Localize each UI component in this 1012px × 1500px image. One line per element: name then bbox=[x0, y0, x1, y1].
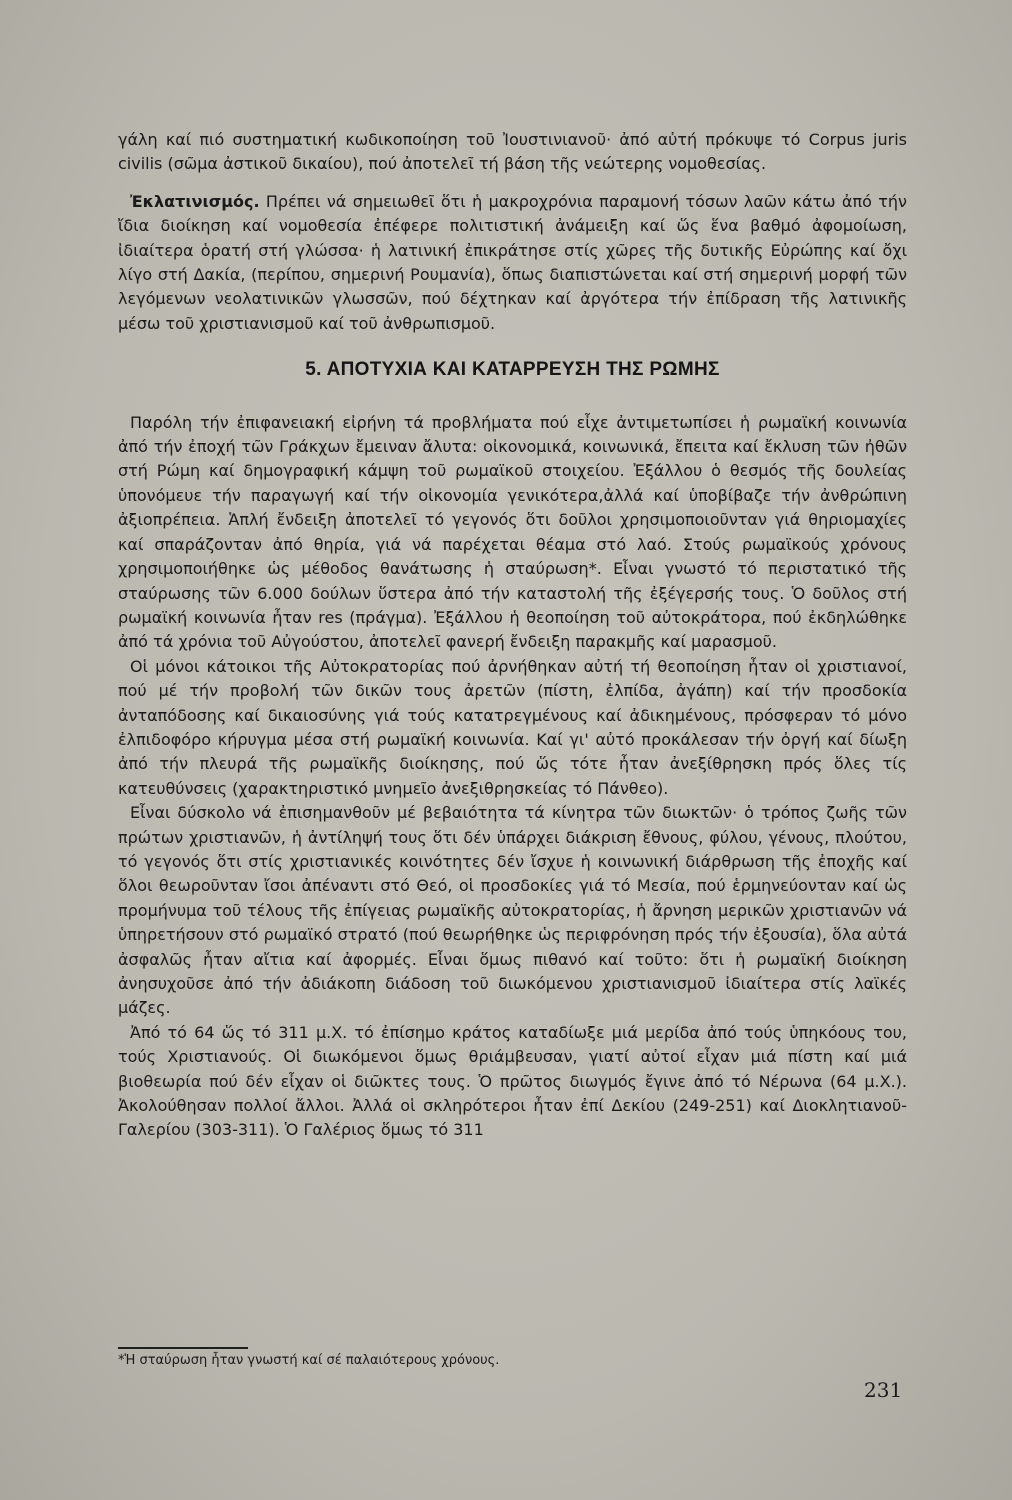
paragraph-continued: γάλη καί πιό συστηματική κωδικοποίηση τοῦ Ἰουστινιανοῦ· ἀπό αὐτή πρόκυψε τό Corpus juris civilis (σῶμα ἀστικοῦ δικαίου), πού ἀποτελεῖ τή βάση τῆς νεώτερης νομοθεσίας. bbox=[118, 130, 907, 174]
latinization-text: Πρέπει νά σημειωθεῖ ὅτι ἡ μακροχρόνια παραμονή τόσων λαῶν κάτω ἀπό τήν ἴδια διοίκηση καί νομοθεσία ἐπέφερε πολιτιστική ἀνάμειξη καί ὥς ἕνα βαθμό ἀφομοίωση, ἰδιαίτερα ὁρατή στή γλώσσα· ἡ λατινική ἐπικράτησε στίς χῶρες τῆς δυτικῆς Εὐρώπης καί ὄχι λίγο στή Δακία, (περίπου, σημερινή Ρουμανία), ὅπως διαπιστώνεται καί στή σημερινή μορφή τῶν λεγόμενων νεολατινικῶν γλωσσῶν, πού δέχτηκαν καί ἀργότερα τήν ἐπίδραση τῆς λατινικῆς μέσω τοῦ χριστιανισμοῦ καί τοῦ ἀνθρωπισμοῦ. bbox=[118, 191, 907, 333]
footnote: *Ἡ σταύρωση ἦταν γνωστή καί σέ παλαιότερους χρόνους. bbox=[118, 1353, 500, 1368]
page-body bbox=[118, 128, 907, 1143]
latinization-lead: Ἐκλατινισμός. bbox=[130, 191, 260, 211]
paragraph-2: Οἱ μόνοι κάτοικοι τῆς Αὐτοκρατορίας πού ἀρνήθηκαν αὐτή τή θεοποίηση ἦταν οἱ χριστιανοί, πού μέ τήν προβολή τῶν δικῶν τους ἀρετῶν (πίστη, ἐλπίδα, ἀγάπη) καί τήν προσδοκία ἀνταπόδοσης καί δικαιοσύνης γιά τούς κατατρεγμένους καί ἀδικημένους, πρόσφεραν τό μόνο ἐλπιδοφόρο κήρυγμα μέσα στή ρωμαϊκή κοινωνία. Καί γι' αὐτό προκάλεσαν τήν ὀργή καί δίωξη ἀπό τήν πλευρά τῆς ρωμαϊκῆς διοίκησης, πού ὥς τότε ἦταν ἀνεξίθρησκη πρός ὅλες τίς κατευθύνσεις (χαρακτηριστικό μνημεῖο ἀνεξιθρησκείας τό Πάνθεο). bbox=[118, 656, 907, 798]
paragraph-1: Παρόλη τήν ἐπιφανειακή εἰρήνη τά προβλήματα πού εἶχε ἀντιμετωπίσει ἡ ρωμαϊκή κοινωνία ἀπό τήν ἐποχή τῶν Γράκχων ἔμειναν ἄλυτα: οἰκονομικά, κοινωνικά, ἔπειτα καί ἔκλυση τῶν ἠθῶν στή Ρώμη καί δημογραφική κάμψη τοῦ ρωμαϊκοῦ στοιχείου. Ἐξάλλου ὁ θεσμός τῆς δουλείας ὑπονόμευε τήν παραγωγή καί τήν οἰκονομία γενικότερα,ἀλλά καί ὑποβίβαζε τήν ἀνθρώπινη ἀξιοπρέπεια. Ἁπλή ἔνδειξη ἀποτελεῖ τό γεγονός ὅτι δοῦλοι χρησιμοποιοῦνταν γιά θηριομαχίες καί σπαράζονταν ἀπό θηρία, γιά νά παρέχεται θέαμα στό λαό. Στούς ρωμαϊκούς χρόνους χρησιμοποιήθηκε ὡς μέθοδος θανάτωσης ἡ σταύρωση*. Εἶναι γνωστό τό περιστατικό τῆς σταύρωσης τῶν 6.000 δούλων ὕστερα ἀπό τήν καταστολή τῆς ἐξέγερσής τους. Ὁ δοῦλος στή ρωμαϊκή κοινωνία ἦταν res (πράγμα). Ἐξάλλου ἡ θεοποίηση τοῦ αὐτοκράτορα, πού ἐκδηλώθηκε ἀπό τά χρόνια τοῦ Αὐγούστου, ἀποτελεῖ φανερή ἔνδειξη παρακμῆς καί μαρασμοῦ. bbox=[118, 412, 907, 652]
section-heading: 5. ΑΠΟΤΥΧΙΑ ΚΑΙ ΚΑΤΑΡΡΕΥΣΗ ΤΗΣ ΡΩΜΗΣ bbox=[305, 359, 720, 381]
page-number: 231 bbox=[864, 1378, 903, 1402]
paragraph-latinization bbox=[118, 190, 907, 336]
paragraph-3: Εἶναι δύσκολο νά ἐπισημανθοῦν μέ βεβαιότητα τά κίνητρα τῶν διωκτῶν· ὁ τρόπος ζωῆς τῶν πρώτων χριστιανῶν, ἡ ἀντίληψή τους ὅτι δέν ὑπάρχει διάκριση ἔθνους, φύλου, γένους, πλούτου, τό γεγονός ὅτι στίς χριστιανικές κοινότητες δέν ἴσχυε ἡ κοινωνική διάρθρωση τῆς ἐποχῆς καί ὅλοι θεωροῦνταν ἴσοι ἀπέναντι στό Θεό, οἱ προσδοκίες γιά τό Μεσία, πού ἑρμηνεύονταν καί ὡς προμήνυμα τοῦ τέλους τῆς ἐπίγειας ρωμαϊκῆς αὐτοκρατορίας, ἡ ἄρνηση μερικῶν χριστιανῶν νά ὑπηρετήσουν στό ρωμαϊκό στρατό (πού θεωρήθηκε ὡς περιφρόνηση πρός τήν ἐξουσία), ὅλα αὐτά ἀσφαλῶς ἦταν αἴτια καί ἀφορμές. Εἶναι ὅμως πιθανό καί τοῦτο: ὅτι ἡ ρωμαϊκή διοίκηση ἀνησυχοῦσε ἀπό τήν ἀδιάκοπη διάδοση τοῦ διωκόμενου χριστιανισμοῦ ἰδιαίτερα στίς λαϊκές μάζες. bbox=[118, 803, 907, 1018]
paragraph-4: Ἀπό τό 64 ὥς τό 311 μ.Χ. τό ἐπίσημο κράτος καταδίωξε μιά μερίδα ἀπό τούς ὑπηκόους του, τούς Χριστιανούς. Οἱ διωκόμενοι ὅμως θριάμβευσαν, γιατί αὐτοί εἶχαν μιά πίστη καί μιά βιοθεωρία πού δέν εἶχαν οἱ διῶκτες τους. Ὁ πρῶτος διωγμός ἔγινε ἀπό τό Νέρωνα (64 μ.Χ.). Ἀκολούθησαν πολλοί ἄλλοι. Ἀλλά οἱ σκληρότεροι ἦταν ἐπί Δεκίου (249-251) καί Διοκλητιανοῦ-Γαλερίου (303-311). Ὁ Γαλέριος ὅμως τό 311 bbox=[118, 1022, 907, 1140]
footnote-divider bbox=[118, 1347, 248, 1349]
